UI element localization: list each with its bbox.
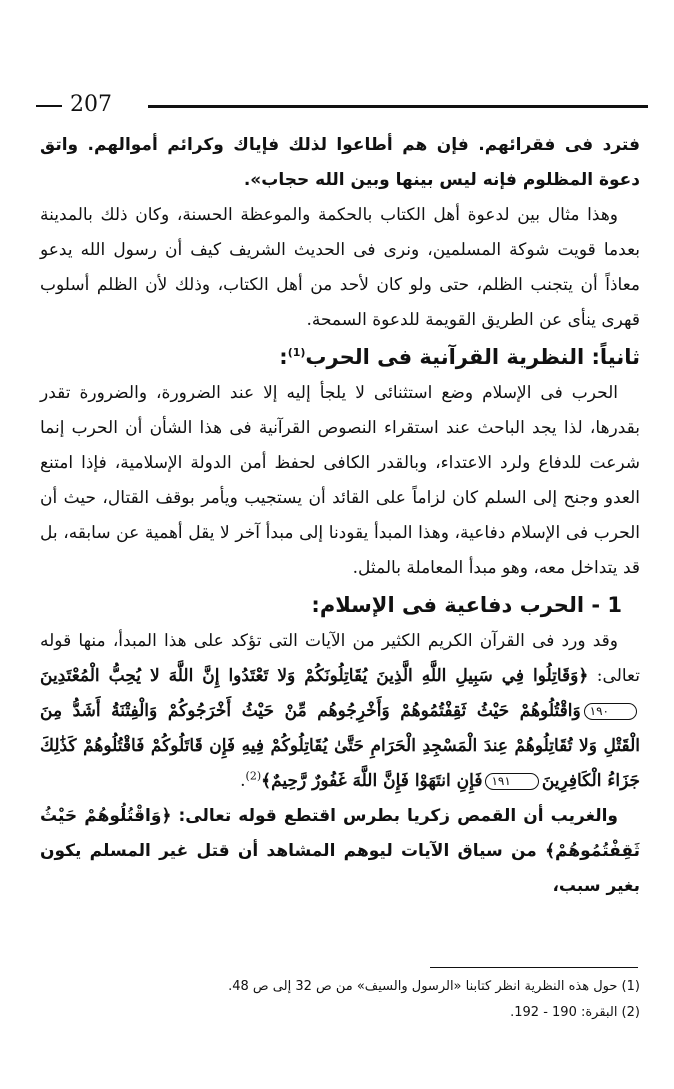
paragraph-hadith-end: فترد فى فقرائهم. فإن هم أطاعوا لذلك فإياك وكرائم أموالهم. واتق دعوة المظلوم فإنه ليس بينها وبين الله حجاب». bbox=[40, 135, 640, 190]
footnote-ref-1: (1) bbox=[287, 346, 306, 359]
paragraph-quran-quote bbox=[40, 624, 640, 799]
footnotes bbox=[40, 974, 640, 1026]
footnote-ref-2: (2) bbox=[245, 769, 262, 783]
zakaria-text-b: من سياق الآيات ليوهم المشاهد أن قتل غير المسلم يكون بغير سبب، bbox=[40, 841, 640, 896]
zakaria-quote: ﴿وَاقْتُلُوهُمْ حَيْثُ ثَقِفْتُمُوهُمْ﴾ bbox=[40, 806, 640, 861]
paragraph-muadh: وهذا مثال بين لدعوة أهل الكتاب بالحكمة والموعظة الحسنة، وكان ذلك بالمدينة بعدما قويت شوكة المسلمين، ونرى فى الحديث الشريف كيف أن رسول الله يدعو معاذاً أن يتجنب الظلم، حتى ولو كان لأحد من أهل الكتاب، وذلك لأن الظلم أسلوب قهرى ينأى عن الطريق القويمة للدعوة السمحة. bbox=[40, 205, 640, 330]
quote-end: . bbox=[240, 771, 246, 791]
ayah-number-191: ١٩١ bbox=[485, 773, 538, 790]
footnote-rule bbox=[430, 967, 638, 968]
ayah-number-190: ١٩٠ bbox=[584, 703, 637, 720]
paragraph-zakaria bbox=[40, 799, 640, 904]
page-header bbox=[36, 92, 648, 122]
footnote-1: (1) حول هذه النظرية انظر كتابنا «الرسول والسيف» من ص 32 إلى ص 48. bbox=[228, 979, 640, 994]
subsection-number: 1 - bbox=[591, 593, 622, 617]
section-heading-text: ثانياً: النظرية القرآنية فى الحرب bbox=[305, 345, 640, 369]
zakaria-text-a: والغريب أن القمص زكريا بطرس اقتطع قوله تعالى: bbox=[178, 806, 618, 826]
page-body bbox=[40, 128, 640, 904]
header-dash bbox=[36, 105, 62, 107]
quote-intro: وقد ورد فى القرآن الكريم الكثير من الآيات التى تؤكد على هذا المبدأ، منها قوله تعالى: bbox=[40, 631, 640, 686]
quran-verse-190: ﴿وَقَاتِلُوا فِي سَبِيلِ اللَّهِ الَّذِينَ يُقَاتِلُونَكُمْ وَلا تَعْتَدُوا إِنَّ اللَّهَ لا يُحِبُّ الْمُعْتَدِينَ bbox=[40, 666, 589, 686]
section-heading bbox=[40, 338, 640, 376]
section-heading-colon: : bbox=[279, 345, 288, 369]
subsection-heading bbox=[40, 586, 640, 624]
quran-verse-192: فَإِنِ انتَهَوْا فَإِنَّ اللَّهَ غَفُورٌ رَّحِيمٌ﴾ bbox=[261, 771, 483, 791]
footnote-2: (2) البقرة: 190 - 192. bbox=[510, 1005, 640, 1020]
header-rule bbox=[148, 105, 648, 108]
page-number: 207 bbox=[70, 92, 112, 117]
quran-verse-191: وَاقْتُلُوهُمْ حَيْثُ ثَقِفْتُمُوهُمْ وَأَخْرِجُوهُم مِّنْ حَيْثُ أَخْرَجُوكُمْ وَالْفِتْنَةُ أَشَدُّ مِنَ الْقَتْلِ وَلا تُقَاتِلُوهُمْ عِندَ الْمَسْجِدِ الْحَرَامِ حَتَّىٰ يُقَاتِلُوكُمْ فِيهِ فَإِن قَاتَلُوكُمْ فَاقْتُلُوهُمْ كَذَٰلِكَ جَزَاءُ الْكَافِرِينَ bbox=[40, 701, 640, 791]
paragraph-war-principle: الحرب فى الإسلام وضع استثنائى لا يلجأ إليه إلا عند الضرورة، والضرورة تقدر بقدرها، لذا يجد الباحث عند استقراء النصوص القرآنية فى هذا الشأن أن الحرب إنما شرعت للدفاع ولرد الاعتداء، وبالقدر الكافى لحفظ أمن الدولة الإسلامية، فإذا امتنع العدو وجنح إلى السلم كان لزاماً على القائد أن يستجيب ويأمر بوقف القتال، حيث أن الحرب فى الإسلام دفاعية، وهذا المبدأ يقودنا إلى مبدأ آخر لا يقل أهمية عن سابقه، بل قد يتداخل معه، وهو مبدأ المعاملة بالمثل. bbox=[40, 383, 640, 578]
subsection-title: الحرب دفاعية فى الإسلام: bbox=[311, 593, 585, 617]
